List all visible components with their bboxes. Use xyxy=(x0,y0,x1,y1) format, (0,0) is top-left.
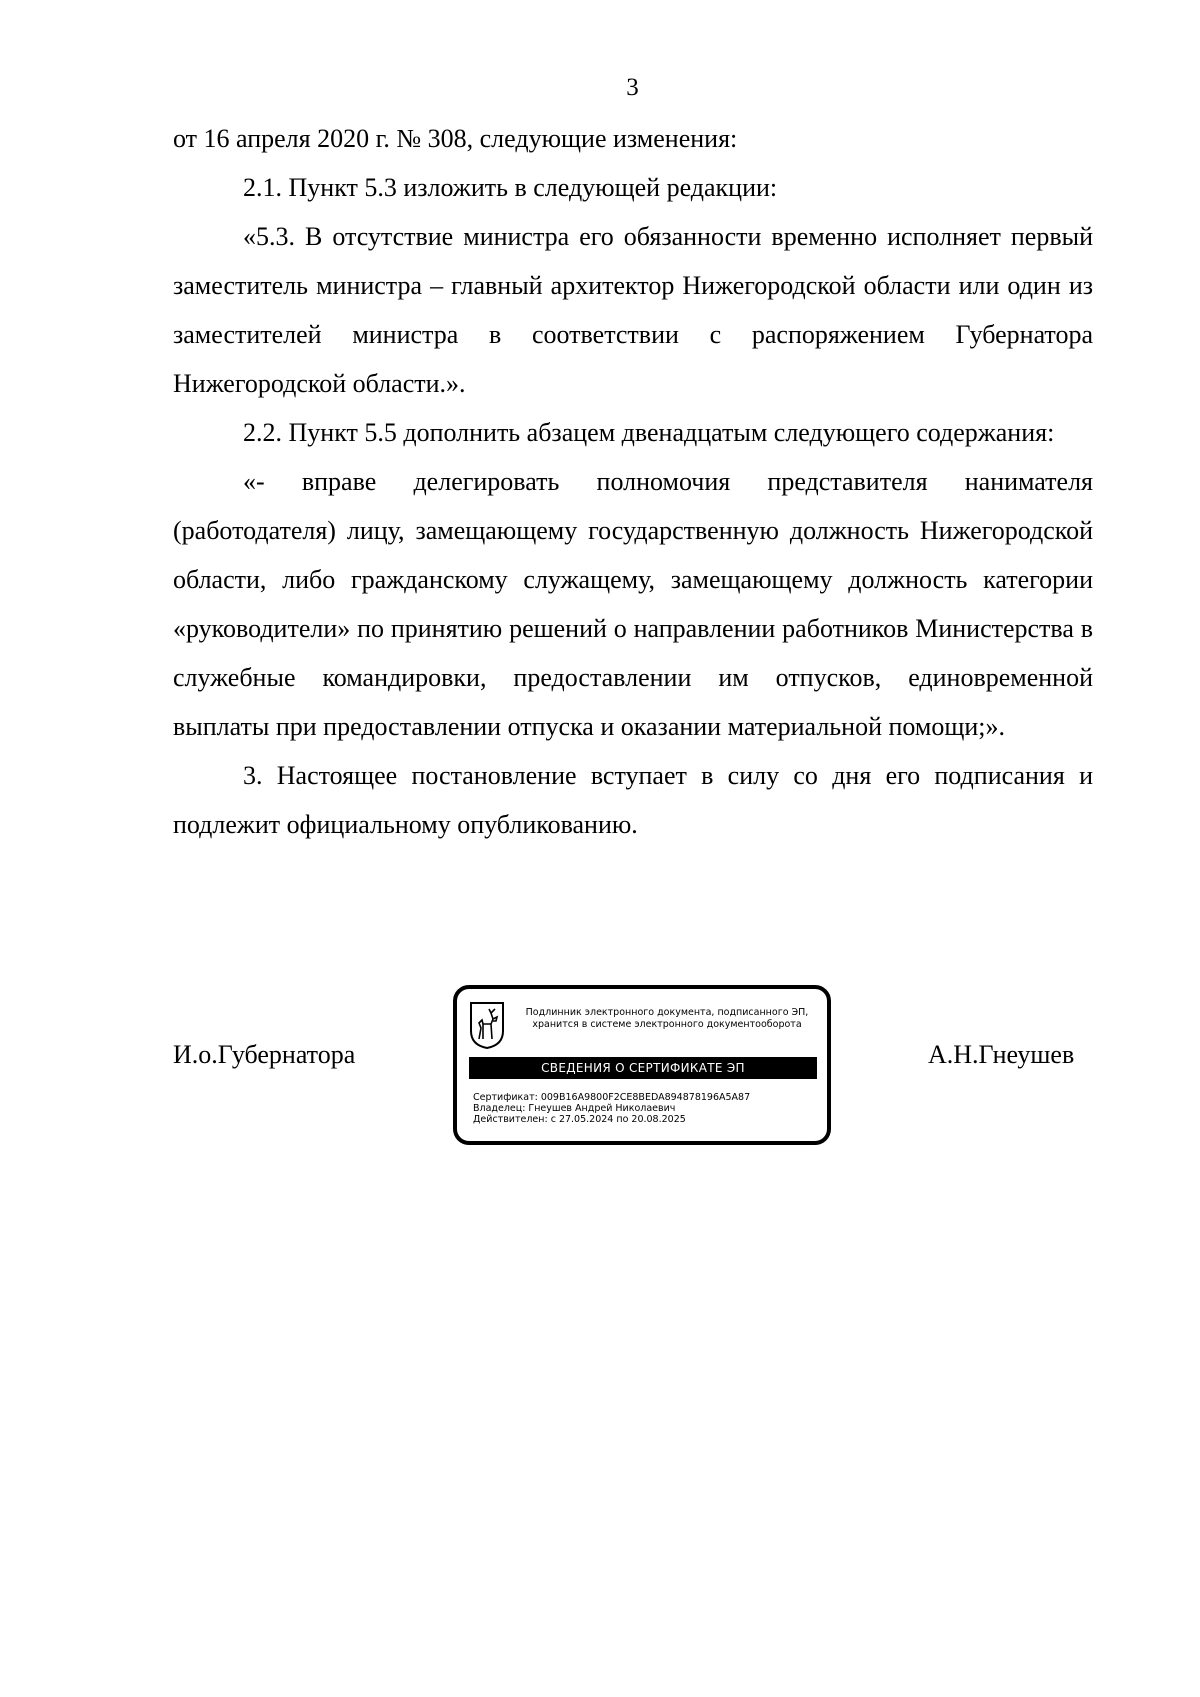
electronic-signature-stamp xyxy=(453,985,831,1145)
paragraph-2-2: 2.2. Пункт 5.5 дополнить абзацем двенадцатым следующего содержания: xyxy=(243,418,1055,447)
stamp-details xyxy=(473,1092,750,1125)
page-number: 3 xyxy=(626,74,639,101)
paragraph-intro: от 16 апреля 2020 г. № 308, следующие изменения: xyxy=(173,124,738,153)
certificate-owner: Владелец: Гнеушев Андрей Николаевич xyxy=(473,1103,676,1114)
paragraph-delegation-text: «- вправе делегировать полномочия представителя нанимателя (работодателя) лицу, замещающему государственную должность Нижегородской области, либо гражданскому служащему, замещающему должность категории «руководители» по принятию решений о направлении работников Министерства в служебные командировки, предоставлении им отпусков, единовременной выплаты при предоставлении отпуска и оказании материальной помощи;». xyxy=(173,467,1093,741)
paragraph-5-3-text: «5.3. В отсутствие министра его обязанности временно исполняет первый заместитель министра – главный архитектор Нижегородской области или один из заместителей министра в соответствии с распоряжением Губернатора Нижегородской области.». xyxy=(173,222,1093,398)
stamp-note-line-2: хранится в системе электронного документооборота xyxy=(532,1019,802,1030)
certificate-number: Сертификат: 009B16A9800F2CE8BEDA894878196A5A87 xyxy=(473,1092,751,1103)
paragraph-3: 3. Настоящее постановление вступает в силу со дня его подписания и подлежит официальному опубликованию. xyxy=(173,761,1093,839)
paragraph-2-1: 2.1. Пункт 5.3 изложить в следующей редакции: xyxy=(243,173,778,202)
certificate-validity: Действителен: с 27.05.2024 по 20.08.2025 xyxy=(473,1114,686,1125)
signatory-name: А.Н.Гнеушев xyxy=(928,1040,1075,1069)
document-body xyxy=(173,114,1093,849)
stamp-title: СВЕДЕНИЯ О СЕРТИФИКАТЕ ЭП xyxy=(469,1057,817,1079)
stamp-note xyxy=(509,1007,825,1031)
deer-coat-of-arms-icon xyxy=(469,1001,505,1049)
stamp-note-line-1: Подлинник электронного документа, подписанного ЭП, xyxy=(525,1007,809,1018)
signatory-position: И.о.Губернатора xyxy=(173,1040,356,1069)
